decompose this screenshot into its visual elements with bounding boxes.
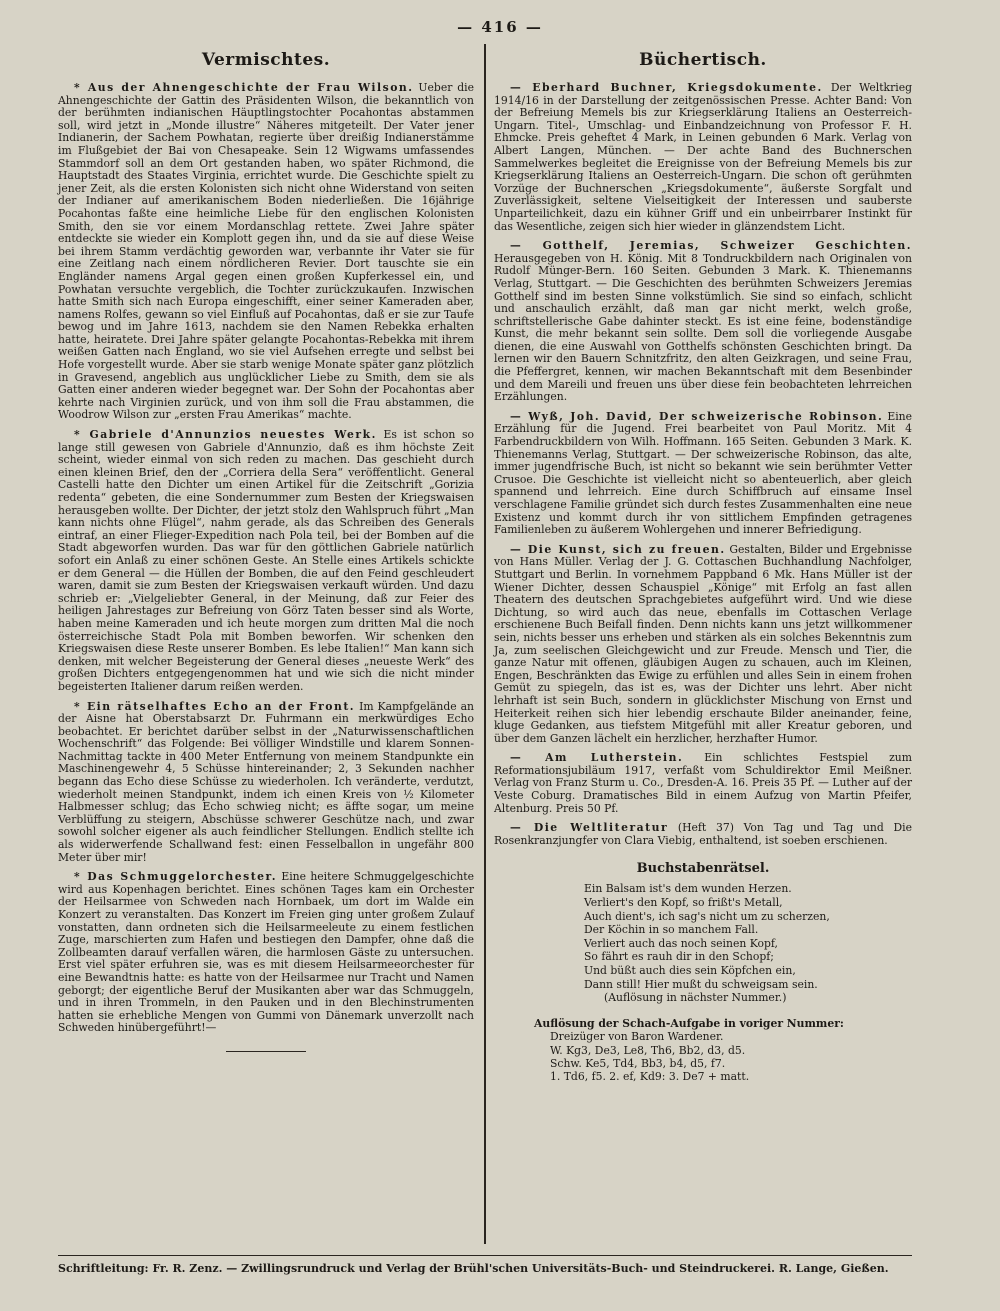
- column-divider: [484, 44, 486, 1244]
- end-rule: [226, 1051, 306, 1052]
- poem-line: (Auflösung in nächster Nummer.): [604, 991, 787, 1005]
- review-lead: — Die Kunst, sich zu freuen.: [510, 542, 726, 556]
- left-column: [58, 50, 474, 1052]
- section-heading-buechertisch: Büchertisch.: [639, 50, 767, 70]
- imprint-footer: Schriftleitung: Fr. R. Zenz. — Zwillingsrundruck und Verlag der Brühl'schen Universitäts-Buch- und Steindruckerei. R. Lange, Gießen.: [58, 1262, 889, 1275]
- article-wilson: [58, 82, 474, 422]
- article-lead: * Ein rätselhaftes Echo an der Front.: [74, 699, 356, 713]
- article-body: Es ist schon so lange still gewesen von Gabriele d'Annunzio, daß es ihm höchste Zeit scheint, wieder einmal von sich reden zu machen. Das geschieht durch einen kleinen Brief, den der „Corriera della Sera“ veröffentlicht. General Castelli hatte den Dichter um einen Artikel für die Zeitschrift „Gorizia redenta“ gebeten, die eine Sondernummer zum Besten der Kriegswaisen herausgeben wollte. Der Dichter, der jetzt stolz den Wahlspruch führt „Man kann nichts ohne Flügel“, nahm gerade, als das Schreiben des Generals eintraf, an einer Flieger-Expedition nach Pola teil, bei der Bomben auf die Stadt abgeworfen wurden. Das war für den göttlichen Gabriele natürlich sofort ein Anlaß zu einer schönen Geste. An Stelle eines Artikels schickte er dem General — die Hüllen der Bomben, die auf den Feind geschleudert waren, damit sie zum Besten der Kriegswaisen verkauft würden. Und dazu schrieb er: „Vielgeliebter General, in der Meinung, daß zur Feier des heiligen Jahrestages zur Befreiung von Görz Taten besser sind als Worte, haben meine Kameraden und ich heute morgen zum dritten Mal die noch österreichische Stadt Pola mit Bomben beworfen. Wir schenken den Kriegswaisen diese Reste unserer Bomben. Es lebe Italien!“ Man kann sich denken, mit welcher Begeisterung der General dieses „neueste Werk“ des großen Dichters entgegengenommen hat und wie sich die nicht minder begeisterten Italiener darum reißen werden.: [58, 428, 474, 693]
- review-robinson: [494, 411, 912, 537]
- review-lead: — Am Lutherstein.: [510, 751, 684, 765]
- article-echo: [58, 701, 474, 865]
- footer-rule: [58, 1255, 912, 1256]
- poem-line: Auch dient's, ich sag's nicht um zu scherzen,: [584, 909, 830, 923]
- chess-line: W. Kg3, De3, Le8, Th6, Bb2, d3, d5.: [550, 1043, 746, 1057]
- article-body: Ueber die Ahnengeschichte der Gattin des Präsidenten Wilson, die bekanntlich von der berühmten indianischen Häuptlingstochter Pocahontas abstammen soll, wird jetzt in „Monde illustre“ Näheres mitgeteilt. Der Vater jener Indianerin, der Sachem Powhatan, regierte über dreißig Indianerstämme im Flußgebiet der Bai von Chesapeake. Sein 12 Wigwams umfassendes Stammdorf soll an dem Ort gestanden haben, wo später Richmond, die Hauptstadt des Staates Virginia, errichtet wurde. Die Geschichte spielt zu jener Zeit, als die ersten Kolonisten sich nicht ohne Widerstand von seiten der Indianer auf amerikanischem Boden niederließen. Die 16jährige Pocahontas faßte eine heimliche Liebe für den englischen Kolonisten Smith, den sie vor einem Mordanschlag rettete. Zwei Jahre später entdeckte sie wieder ein Komplott gegen ihn, und da sie auf diese Weise bei ihrem Stamm verdächtig geworden war, verbannte ihr Vater sie für eine Zeitlang nach einem nördlicheren Revier. Dort tauschte sie ein Engländer namens Argal gegen einen großen Kupferkessel ein, und Powhatan versuchte vergeblich, die Tochter zurückzukaufen. Inzwischen hatte Smith sich nach Europa eingeschifft, einer seiner Kameraden aber, namens Rolfes, gewann so viel Einfluß auf Pocahontas, daß er sie zur Taufe bewog und im Jahre 1613, nachdem sie den Namen Rebekka erhalten hatte, heiratete. Drei Jahre später gelangte Pocahontas-Rebekka mit ihrem weißen Gatten nach England, wo sie viel Aufsehen erregte und selbst bei Hofe vorgestellt wurde. Aber sie starb wenige Monate später ganz plötzlich in Gravesend, angeblich aus unglücklicher Liebe zu Smith, dem sie als Gatten einer anderen wieder begegnet war. Der Sohn der Pocahontas aber kehrte nach Virginien zurück, und von ihm soll die Frau abstammen, die Woodrow Wilson zur „ersten Frau Amerikas“ machte.: [58, 81, 475, 422]
- chess-line: Schw. Ke5, Td4, Bb3, b4, d5, f7.: [550, 1057, 726, 1070]
- review-body: Ein schlichtes Festspiel zum Reformationsjubiläum 1917, verfaßt vom Schuldirektor Emil Meißner. Verlag von Franz Sturm u. Co., Dresden-A. 16. Preis 35 Pf. — Luther auf der Veste Coburg. Dramatisches Bild in einem Aufzug von Martin Pfeifer, Altenburg. Preis 50 Pf.: [494, 751, 912, 815]
- page-number: — 416 —: [457, 18, 543, 36]
- poem-line: Ein Balsam ist's dem wunden Herzen.: [584, 882, 792, 896]
- review-body: Herausgegeben von H. König. Mit 8 Tondruckbildern nach Originalen von Rudolf Münger-Bern. 160 Seiten. Gebunden 3 Mark. K. Thienemanns Verlag, Stuttgart. — Die Geschichten des berühmten Schweizers Jeremias Gotthelf sind im besten Sinne volkstümlich. Sie sind so einfach, schlicht und anschaulich erzählt, daß man gar nicht merkt, welch große, schriftstellerische Gabe dahinter steckt. Es ist eine feine, bodenständige Kunst, die mehr bekannt sein sollte. Dem soll die vorliegende Ausgabe dienen, die eine Auswahl von Gotthelfs schönsten Geschichten bringt. Da lernen wir den Bauern Schnitzfritz, den alten Geizkragen, und seine Frau, die Pfeffergret, kennen, wir machen Bekanntschaft mit dem Besenbinder und dem Mareili und freuen uns über diese fein beobachteten lehrreichen Erzählungen.: [494, 251, 912, 404]
- review-lead: — Wyß, Joh. David, Der schweizerische Robinson.: [510, 409, 884, 423]
- chess-line: 1. Td6, f5. 2. ef, Kd9: 3. De7 + matt.: [550, 1070, 750, 1084]
- poem-line: Der Köchin in so manchem Fall.: [584, 923, 759, 937]
- puzzle-poem: [584, 882, 912, 1004]
- poem-line: Dann still! Hier mußt du schweigsam sein.: [584, 977, 818, 991]
- article-schmuggelorchester: [58, 871, 474, 1035]
- article-body: Im Kampfgelände an der Aisne hat Oberstabsarzt Dr. Fuhrmann ein merkwürdiges Echo beobachtet. Er berichtet darüber selbst in der „Naturwissenschaftlichen Wochenschrift“ das Folgende: Bei völliger Windstille und klarem Sonnen-Nachmittag tackte in 400 Meter Entfernung von meinem Standpunkte ein Maschinengewehr 4, 5 Schüsse hintereinander; 2, 3 Sekunden nachher begann das Echo diese Schüsse zu wiederholen. Ich veränderte, verdutzt, wiederholt meinen Standpunkt, indem ich einen Kreis von ½ Kilometer Halbmesser schlug; das Echo schwieg nicht; es äffte sogar, um meine Verblüffung zu steigern, Abschüsse schwerer Geschütze nach, und zwar sowohl solcher eigener als auch feindlicher Stellungen. Endlich stellte ich als widerwerfende Schallwand fest: einen Fesselballon in ungefähr 800 Meter über mir!: [58, 699, 475, 864]
- review-body: (Heft 37) Von Tag und Tag und Die Rosenkranzjungfer von Clara Viebig, enthaltend, ist soeben erschienen.: [494, 821, 912, 847]
- article-lead: * Gabriele d'Annunzios neuestes Werk.: [74, 428, 377, 442]
- review-lead: — Eberhard Buchner, Kriegsdokumente.: [510, 81, 823, 94]
- review-gotthelf: [494, 240, 912, 404]
- poem-line: Verliert auch das noch seinen Kopf,: [584, 936, 778, 950]
- chess-title: Auflösung der Schach-Aufgabe in voriger Nummer:: [534, 1016, 844, 1030]
- review-body: Der Weltkrieg 1914/16 in der Darstellung der zeitgenössischen Presse. Achter Band: Von der Befreiung Memels bis zur Kriegserklärung Italiens an Oesterreich-Ungarn. Titel-, Umschlag- und Einbandzeichnung von Professor F. H. Ehmcke. Preis geheftet 4 Mark, in Leinen gebunden 6 Mark. Verlag von Albert Langen, München. — Der achte Band des Buchnerschen Sammelwerkes begleitet die Ereignisse von der Befreiung Memels bis zur Kriegserklärung Italiens an Oesterreich-Ungarn. Die schon oft gerühmten Vorzüge der Buchnerschen „Kriegsdokumente“, äußerste Sorgfalt und Zuverlässigkeit, seltene Vielseitigkeit der Interessen und sauberste Unparteilichkeit, dazu ein kühner Griff und ein unbeirrbarer Instinkt für das Wesentliche, zeigen sich hier wieder in glänzendstem Licht.: [494, 81, 912, 233]
- right-column: [494, 50, 912, 1084]
- poem-line: Und büßt auch dies sein Köpfchen ein,: [584, 964, 796, 977]
- review-body: Gestalten, Bilder und Ergebnisse von Hans Müller. Verlag der J. G. Cottaschen Buchhandlung Nachfolger, Stuttgart und Berlin. In vornehmem Pappband 6 Mk. Hans Müller ist der Wiener Dichter, dessen Schauspiel „Könige“ mit Erfolg an fast allen Theatern des deutschen Sprachgebietes aufgeführt wird. Und wie diese Dichtung, so wird auch das neue, ebenfalls im Cottaschen Verlage erschienene Buch Beifall finden. Denn nichts kann uns jetzt willkommener sein, nichts besser uns erheben und stärken als ein solches Bekenntnis zum Ja, zum seelischen Gleichgewicht und zur Freude. Mensch und Tier, die ganze Natur mit offenen, gläubigen Augen zu schauen, auch im Kleinen, Engen, Beschränkten das Ewige zu erfühlen und alles Sein in einem frohen Gemüt zu spiegeln, das ist es, was der Dichter uns lehrt. Aber nicht lehrhaft ist sein Buch, sondern in glücklichster Mischung von Ernst und Heiterkeit reihen sich hier lebendig erschaute Bilder aneinander, feine, kluge Gedanken, aus tiefstem Mitgefühl mit aller Kreatur geboren, und über dem Ganzen lächelt ein herzlicher, herzhafter Humor.: [494, 542, 913, 745]
- article-lead: * Das Schmuggelorchester.: [74, 870, 278, 884]
- review-lutherstein: [494, 752, 912, 815]
- review-kunst-sich-zu-freuen: [494, 544, 912, 746]
- review-weltliteratur: [494, 822, 912, 847]
- section-heading-vermischtes: Vermischtes.: [201, 50, 331, 70]
- poem-line: So fährt es rauh dir in den Schopf;: [584, 950, 774, 964]
- review-lead: — Die Weltliteratur: [510, 821, 669, 835]
- chess-line: Dreizüger von Baron Wardener.: [550, 1030, 724, 1044]
- review-lead: — Gotthelf, Jeremias, Schweizer Geschichten.: [510, 239, 912, 253]
- article-lead: * Aus der Ahnengeschichte der Frau Wilson.: [74, 81, 414, 94]
- article-dannunzio: [58, 429, 474, 693]
- puzzle-title: Buchstabenrätsel.: [636, 861, 770, 877]
- review-buchner: [494, 82, 912, 233]
- chess-solution: [534, 1017, 912, 1084]
- poem-line: Verliert's den Kopf, so frißt's Metall,: [584, 896, 783, 910]
- review-body: Eine Erzählung für die Jugend. Frei bearbeitet von Paul Moritz. Mit 4 Farbendruckbildern von Wilh. Hoffmann. 165 Seiten. Gebunden 3 Mark. K. Thienemanns Verlag, Stuttgart. — Der schweizerische Robinson, das alte, immer jugendfrische Buch, ist nicht so bekannt wie sein berühmter Vetter Crusoe. Die Geschichte ist vielleicht nicht so abenteuerlich, aber gleich spannend und lehrreich. Eine durch Schiffbruch auf einsame Insel verschlagene Familie gründet sich durch festes Zusammenhalten eine neue Existenz und kommt durch ihr von sittlichem Empfinden getragenes Familienleben zu äußerem Wohlergehen und innerer Befriedigung.: [494, 409, 912, 537]
- article-body: Eine heitere Schmuggelgeschichte wird aus Kopenhagen berichtet. Eines schönen Tages kam ein Orchester der Heilsarmee von Schweden nach Hornbaek, um dort im Walde ein Konzert zu veranstalten. Das Konzert im Freien ging unter großem Zulauf vonstatten, dann ordneten sich die Heilsarmeeleute zu einem festlichen Zuge, marschierten zum Hafen und bestiegen den Dampfer, ohne daß die Zollbeamten darauf verfallen wären, die harmlosen Gäste zu untersuchen. Erst viel später erfuhren sie, was es mit diesem Heilsarmeeorchester für eine Bewandtnis hatte: es hatte von der Heilsarmee nur Tracht und Namen geborgt; der eigentliche Beruf der Musikanten aber war das Schmuggeln, und in ihren Trommeln, in den Pauken und in den Blechinstrumenten hatten sie erhebliche Mengen von Gummi von Dänemark unverzollt nach Schweden hinübergeführt!—: [58, 870, 475, 1035]
